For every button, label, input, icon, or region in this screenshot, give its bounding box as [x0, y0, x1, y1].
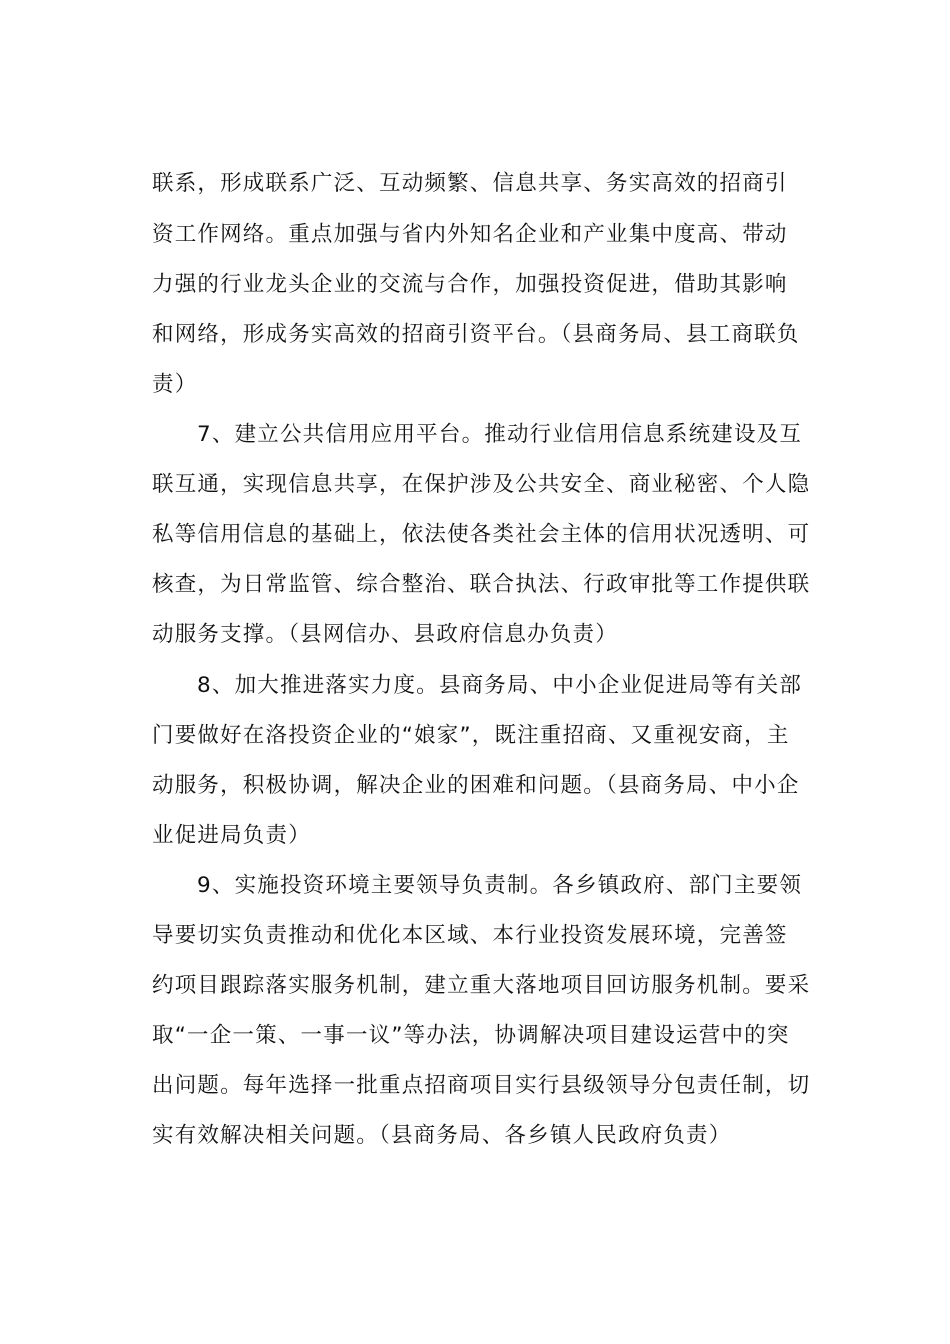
- text-line: 门要做好在洛投资企业的“娘家”，既注重招商、又重视安商，主: [152, 723, 790, 748]
- text-line: 资工作网络。重点加强与省内外知名企业和产业集中度高、带动: [152, 222, 788, 247]
- text-line: 力强的行业龙头企业的交流与合作，加强投资促进，借助其影响: [152, 272, 788, 297]
- text-line: 和网络，形成务实高效的招商引资平台。（县商务局、县工商联负: [152, 322, 800, 347]
- text-line: 出问题。每年选择一批重点招商项目实行县级领导分包责任制，切: [152, 1073, 811, 1098]
- text-line: 私等信用信息的基础上，依法使各类社会主体的信用状况透明、可: [152, 522, 811, 547]
- text-line: 9、实施投资环境主要领导负责制。各乡镇政府、部门主要领: [197, 873, 803, 898]
- text-line: 约项目跟踪落实服务机制，建立重大落地项目回访服务机制。要采: [152, 973, 811, 998]
- text-line: 7、建立公共信用应用平台。推动行业信用信息系统建设及互: [197, 422, 803, 447]
- text-line: 导要切实负责推动和优化本区域、本行业投资发展环境，完善签: [152, 923, 788, 948]
- text-line: 联系，形成联系广泛、互动频繁、信息共享、务实高效的招商引: [152, 171, 788, 196]
- text-line: 核查，为日常监管、综合整治、联合执法、行政审批等工作提供联: [152, 572, 811, 597]
- text-line: 动服务支撑。（县网信办、县政府信息办负责）: [152, 622, 618, 647]
- text-line: 实有效解决相关问题。（县商务局、各乡镇人民政府负责）: [152, 1123, 732, 1148]
- text-line: 8、加大推进落实力度。县商务局、中小企业促进局等有关部: [197, 673, 803, 698]
- text-line: 联互通，实现信息共享，在保护涉及公共安全、商业秘密、个人隐: [152, 472, 811, 497]
- text-line: 业促进局负责）: [152, 823, 311, 848]
- text-line: 动服务，积极协调，解决企业的困难和问题。（县商务局、中小企: [152, 773, 800, 798]
- text-line: 取“一企一策、一事一议”等办法，协调解决项目建设运营中的突: [152, 1023, 790, 1048]
- text-line: 责）: [152, 372, 198, 397]
